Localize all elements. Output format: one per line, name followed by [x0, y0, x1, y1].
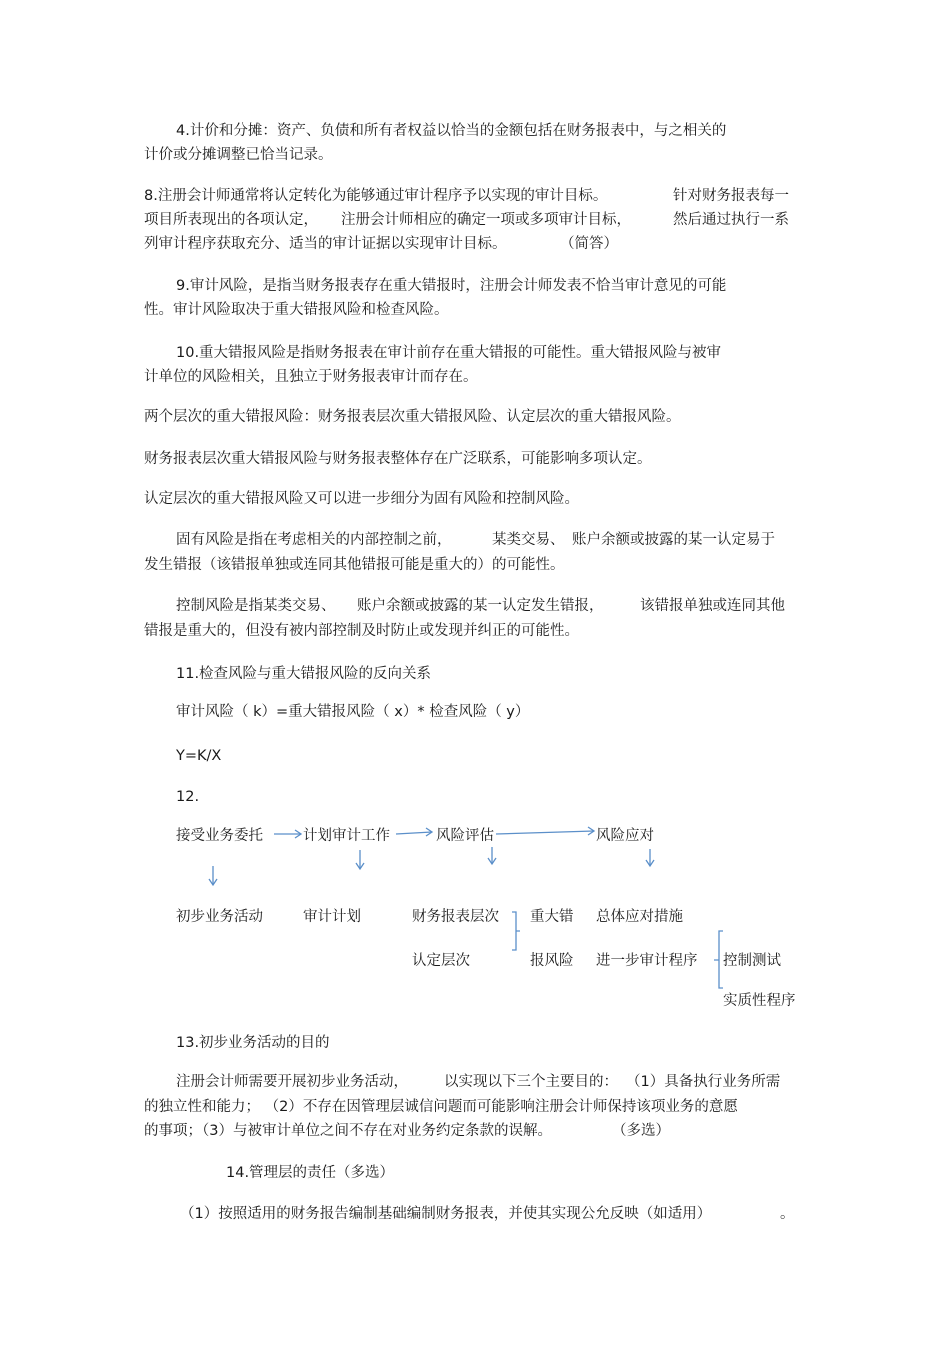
- p12-label: 12.: [176, 789, 200, 805]
- p11-title: 11.检查风险与重大错报风险的反向关系: [176, 666, 432, 682]
- arrow-plan-to-assess: [396, 832, 432, 834]
- inherent-line1b: 某类交易、: [492, 532, 565, 548]
- prelim-activity: 初步业务活动: [176, 909, 263, 925]
- p13-line3a: 的事项；（3）与被审计单位之间不存在对业务约定条款的误解。: [144, 1123, 552, 1139]
- control-line2: 错报是重大的，但没有被内部控制及时防止或发现并纠正的可能性。: [144, 623, 579, 639]
- p4-line2: 计价或分摊调整已恰当记录。: [144, 147, 333, 163]
- p9-line2: 性。审计风险取决于重大错报风险和检查风险。: [144, 302, 449, 318]
- p10-line2: 计单位的风险相关，且独立于财务报表审计而存在。: [144, 369, 478, 385]
- control-line1b: 账户余额或披露的某一认定发生错报，: [357, 598, 604, 614]
- risk-formula: 审计风险（ k）=重大错报风险（ x）* 检查风险（ y）: [176, 704, 530, 720]
- control-line1a: 控制风险是指某类交易、: [176, 598, 336, 614]
- p14-item1-end: 。: [780, 1206, 795, 1222]
- p9-line1: 9.审计风险，是指当财务报表存在重大错报时，注册会计师发表不恰当审计意见的可能: [176, 278, 727, 294]
- flow-step-respond: 风险应对: [596, 828, 654, 844]
- p13-line1c: （1）具备执行业务所需: [626, 1074, 781, 1090]
- p8-line3a: 列审计程序获取充分、适当的审计证据以实现审计目标。: [144, 236, 507, 252]
- inherent-line2: 发生错报（该错报单独或连同其他错报可能是重大的）的可能性。: [144, 557, 565, 573]
- p8-line2c: 然后通过执行一系: [673, 212, 789, 228]
- audit-plan: 审计计划: [303, 909, 361, 925]
- p13-title: 13.初步业务活动的目的: [176, 1035, 330, 1051]
- p13-line3b: （多选）: [612, 1123, 670, 1139]
- p8-line2b: 注册会计师相应的确定一项或多项审计目标，: [341, 212, 631, 228]
- inherent-line1a: 固有风险是指在考虑相关的内部控制之前，: [176, 532, 452, 548]
- two-levels-text: 两个层次的重大错报风险：财务报表层次重大错报风险、认定层次的重大错报风险。: [144, 409, 681, 425]
- material-misstatement-1: 重大错: [530, 909, 574, 925]
- assertion-level-text: 认定层次的重大错报风险又可以进一步细分为固有风险和控制风险。: [144, 491, 579, 507]
- substantive-procedures: 实质性程序: [723, 993, 796, 1009]
- control-line1c: 该错报单独或连同其他: [640, 598, 785, 614]
- bracket-risk-levels: [512, 912, 520, 950]
- p13-line2: 的独立性和能力； （2）不存在因管理层诚信问题而可能影响注册会计师保持该项业务的意愿: [144, 1099, 738, 1115]
- fs-level-label: 财务报表层次: [412, 909, 499, 925]
- flow-step-plan: 计划审计工作: [303, 828, 390, 844]
- p8-line1b: 针对财务报表每一: [673, 188, 789, 204]
- assertion-level-label: 认定层次: [412, 953, 470, 969]
- bracket-further-procedures: [714, 931, 723, 988]
- p4-line1: 4.计价和分摊：资产、负债和所有者权益以恰当的金额包括在财务报表中，与之相关的: [176, 123, 727, 139]
- arrow-assess-to-respond: [496, 831, 594, 834]
- inherent-line1c: 账户余额或披露的某一认定易于: [572, 532, 775, 548]
- p8-line3b: （简答）: [560, 236, 618, 252]
- flow-step-assess: 风险评估: [436, 828, 494, 844]
- control-test: 控制测试: [723, 953, 781, 969]
- inverse-formula: Y=K/X: [176, 748, 222, 764]
- p14-item1: （1）按照适用的财务报告编制基础编制财务报表，并使其实现公允反映（如适用）: [180, 1206, 712, 1222]
- p8-line1a: 8.注册会计师通常将认定转化为能够通过审计程序予以实现的审计目标。: [144, 188, 608, 204]
- p13-line1b: 以实现以下三个主要目的：: [444, 1074, 618, 1090]
- further-procedures: 进一步审计程序: [596, 953, 698, 969]
- p13-line1a: 注册会计师需要开展初步业务活动，: [176, 1074, 408, 1090]
- material-misstatement-2: 报风险: [530, 953, 574, 969]
- p8-line2a: 项目所表现出的各项认定，: [144, 212, 318, 228]
- p10-line1: 10.重大错报风险是指财务报表在审计前存在重大错报的可能性。重大错报风险与被审: [176, 345, 722, 361]
- flow-step-accept: 接受业务委托: [176, 828, 263, 844]
- overall-response: 总体应对措施: [596, 909, 683, 925]
- p14-title: 14.管理层的责任（多选）: [226, 1165, 395, 1181]
- fs-level-text: 财务报表层次重大错报风险与财务报表整体存在广泛联系，可能影响多项认定。: [144, 451, 652, 467]
